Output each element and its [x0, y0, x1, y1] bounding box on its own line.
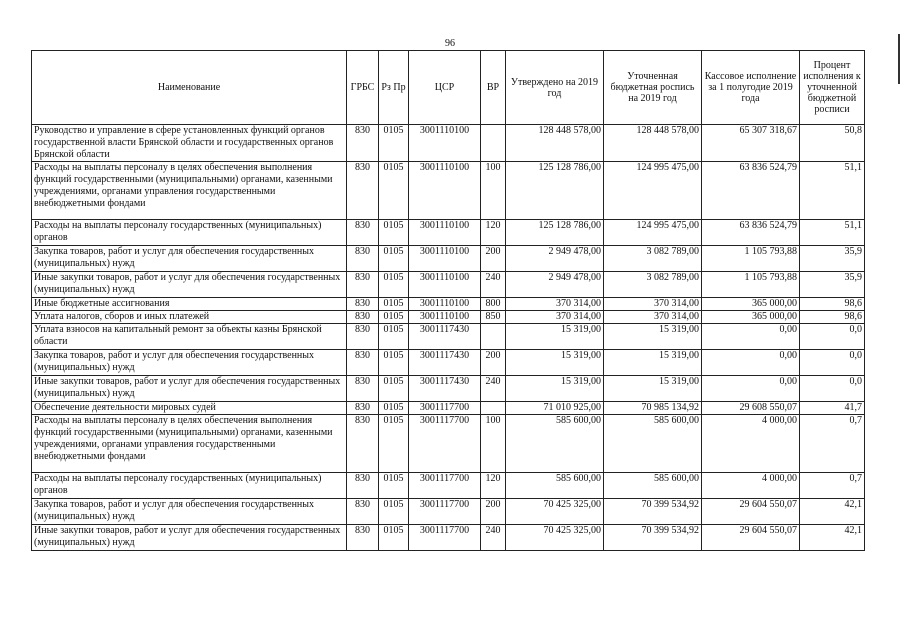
- table-row: [32, 220, 865, 246]
- cell-csr: 3001110100: [409, 272, 481, 298]
- cell-vr: [481, 324, 506, 350]
- cell-percent: 41,7: [800, 402, 865, 415]
- cell-grbs: 830: [347, 415, 379, 473]
- cell-percent: 50,8: [800, 125, 865, 162]
- cell-csr: 3001117430: [409, 350, 481, 376]
- cell-percent: 98,6: [800, 311, 865, 324]
- cell-percent: 98,6: [800, 298, 865, 311]
- cell-csr: 3001110100: [409, 125, 481, 162]
- cell-refined: 15 319,00: [604, 350, 702, 376]
- cell-refined: 70 399 534,92: [604, 499, 702, 525]
- cell-cash: 1 105 793,88: [702, 272, 800, 298]
- cell-rz-pr: 0105: [379, 324, 409, 350]
- cell-percent: 51,1: [800, 162, 865, 220]
- cell-name: Уплата налогов, сборов и иных платежей: [32, 311, 347, 324]
- cell-rz-pr: 0105: [379, 499, 409, 525]
- cell-name: Обеспечение деятельности мировых судей: [32, 402, 347, 415]
- cell-name: Расходы на выплаты персоналу в целях обеспечения выполнения функций государственными (муниципальными) органами, казенными учреждениями, органами управления государственными внебюджетными фондами: [32, 162, 347, 220]
- header-name: Наименование: [32, 51, 347, 125]
- table-row: [32, 272, 865, 298]
- cell-rz-pr: 0105: [379, 350, 409, 376]
- cell-csr: 3001117700: [409, 499, 481, 525]
- cell-vr: 200: [481, 350, 506, 376]
- cell-percent: 0,7: [800, 415, 865, 473]
- cell-csr: 3001117430: [409, 324, 481, 350]
- cell-cash: 0,00: [702, 376, 800, 402]
- table-row: [32, 246, 865, 272]
- cell-rz-pr: 0105: [379, 162, 409, 220]
- cell-percent: 0,7: [800, 473, 865, 499]
- table-header-row: [32, 51, 865, 125]
- table-row: [32, 324, 865, 350]
- cell-refined: 370 314,00: [604, 311, 702, 324]
- cell-grbs: 830: [347, 162, 379, 220]
- cell-csr: 3001110100: [409, 311, 481, 324]
- cell-vr: 800: [481, 298, 506, 311]
- table-row: [32, 162, 865, 220]
- cell-csr: 3001110100: [409, 220, 481, 246]
- cell-percent: 35,9: [800, 272, 865, 298]
- cell-percent: 0,0: [800, 376, 865, 402]
- header-grbs: ГРБС: [347, 51, 379, 125]
- cell-name: Расходы на выплаты персоналу государственных (муниципальных) органов: [32, 473, 347, 499]
- cell-approved: 125 128 786,00: [506, 220, 604, 246]
- cell-refined: 124 995 475,00: [604, 220, 702, 246]
- header-percent: Процент исполнения к уточненной бюджетной росписи: [800, 51, 865, 125]
- cell-percent: 51,1: [800, 220, 865, 246]
- cell-csr: 3001117430: [409, 376, 481, 402]
- cell-refined: 3 082 789,00: [604, 272, 702, 298]
- cell-refined: 70 399 534,92: [604, 525, 702, 551]
- cell-name: Закупка товаров, работ и услуг для обеспечения государственных (муниципальных) нужд: [32, 350, 347, 376]
- cell-vr: 240: [481, 272, 506, 298]
- cell-csr: 3001117700: [409, 525, 481, 551]
- cell-percent: 0,0: [800, 350, 865, 376]
- table-row: [32, 402, 865, 415]
- header-vr: ВР: [481, 51, 506, 125]
- cell-grbs: 830: [347, 272, 379, 298]
- header-refined: Уточненная бюджетная роспись на 2019 год: [604, 51, 702, 125]
- cell-rz-pr: 0105: [379, 311, 409, 324]
- cell-vr: 240: [481, 376, 506, 402]
- cell-grbs: 830: [347, 473, 379, 499]
- cell-grbs: 830: [347, 525, 379, 551]
- cell-vr: 120: [481, 220, 506, 246]
- cell-approved: 70 425 325,00: [506, 499, 604, 525]
- cell-cash: 29 604 550,07: [702, 525, 800, 551]
- header-approved: Утверждено на 2019 год: [506, 51, 604, 125]
- table-row: [32, 499, 865, 525]
- cell-rz-pr: 0105: [379, 376, 409, 402]
- cell-refined: 585 600,00: [604, 415, 702, 473]
- cell-cash: 0,00: [702, 324, 800, 350]
- cell-rz-pr: 0105: [379, 415, 409, 473]
- cell-name: Иные закупки товаров, работ и услуг для обеспечения государственных (муниципальных) нужд: [32, 376, 347, 402]
- cell-approved: 370 314,00: [506, 311, 604, 324]
- table-row: [32, 298, 865, 311]
- cell-cash: 65 307 318,67: [702, 125, 800, 162]
- cell-grbs: 830: [347, 220, 379, 246]
- cell-cash: 0,00: [702, 350, 800, 376]
- cell-name: Закупка товаров, работ и услуг для обеспечения государственных (муниципальных) нужд: [32, 499, 347, 525]
- cell-rz-pr: 0105: [379, 525, 409, 551]
- cell-rz-pr: 0105: [379, 220, 409, 246]
- cell-rz-pr: 0105: [379, 402, 409, 415]
- cell-vr: 200: [481, 499, 506, 525]
- cell-csr: 3001110100: [409, 162, 481, 220]
- cell-name: Закупка товаров, работ и услуг для обеспечения государственных (муниципальных) нужд: [32, 246, 347, 272]
- cell-grbs: 830: [347, 298, 379, 311]
- cell-vr: 100: [481, 415, 506, 473]
- cell-grbs: 830: [347, 376, 379, 402]
- cell-approved: 585 600,00: [506, 473, 604, 499]
- table-row: [32, 311, 865, 324]
- cell-percent: 42,1: [800, 499, 865, 525]
- cell-approved: 2 949 478,00: [506, 272, 604, 298]
- cell-grbs: 830: [347, 125, 379, 162]
- cell-approved: 370 314,00: [506, 298, 604, 311]
- cell-name: Иные закупки товаров, работ и услуг для обеспечения государственных (муниципальных) нужд: [32, 525, 347, 551]
- cell-csr: 3001117700: [409, 402, 481, 415]
- cell-approved: 15 319,00: [506, 350, 604, 376]
- cell-vr: 200: [481, 246, 506, 272]
- cell-approved: 128 448 578,00: [506, 125, 604, 162]
- cell-name: Руководство и управление в сфере установленных функций органов государственной власти Брянской области и государственных органов Брянской области: [32, 125, 347, 162]
- cell-grbs: 830: [347, 246, 379, 272]
- page-edge-mark: [898, 34, 900, 84]
- cell-refined: 124 995 475,00: [604, 162, 702, 220]
- cell-refined: 15 319,00: [604, 376, 702, 402]
- cell-cash: 4 000,00: [702, 473, 800, 499]
- cell-rz-pr: 0105: [379, 125, 409, 162]
- cell-name: Расходы на выплаты персоналу в целях обеспечения выполнения функций государственными (муниципальными) органами, казенными учреждениями, органами управления государственными внебюджетными фондами: [32, 415, 347, 473]
- cell-name: Уплата взносов на капитальный ремонт за объекты казны Брянской области: [32, 324, 347, 350]
- header-csr: ЦСР: [409, 51, 481, 125]
- cell-name: Иные закупки товаров, работ и услуг для обеспечения государственных (муниципальных) нужд: [32, 272, 347, 298]
- cell-percent: 0,0: [800, 324, 865, 350]
- cell-cash: 1 105 793,88: [702, 246, 800, 272]
- cell-grbs: 830: [347, 324, 379, 350]
- cell-rz-pr: 0105: [379, 473, 409, 499]
- cell-percent: 35,9: [800, 246, 865, 272]
- cell-cash: 4 000,00: [702, 415, 800, 473]
- cell-grbs: 830: [347, 402, 379, 415]
- table-row: [32, 473, 865, 499]
- table-row: [32, 350, 865, 376]
- table-row: [32, 415, 865, 473]
- cell-refined: 370 314,00: [604, 298, 702, 311]
- cell-vr: 240: [481, 525, 506, 551]
- cell-rz-pr: 0105: [379, 298, 409, 311]
- header-cash: Кассовое исполнение за 1 полугодие 2019 года: [702, 51, 800, 125]
- table-row: [32, 125, 865, 162]
- cell-refined: 585 600,00: [604, 473, 702, 499]
- cell-grbs: 830: [347, 499, 379, 525]
- cell-approved: 585 600,00: [506, 415, 604, 473]
- budget-execution-table: [31, 50, 865, 551]
- cell-csr: 3001110100: [409, 298, 481, 311]
- cell-cash: 63 836 524,79: [702, 220, 800, 246]
- cell-cash: 29 604 550,07: [702, 499, 800, 525]
- cell-grbs: 830: [347, 350, 379, 376]
- cell-approved: 125 128 786,00: [506, 162, 604, 220]
- cell-refined: 128 448 578,00: [604, 125, 702, 162]
- cell-csr: 3001117700: [409, 415, 481, 473]
- cell-percent: 42,1: [800, 525, 865, 551]
- cell-grbs: 830: [347, 311, 379, 324]
- table-row: [32, 376, 865, 402]
- cell-name: Иные бюджетные ассигнования: [32, 298, 347, 311]
- cell-rz-pr: 0105: [379, 246, 409, 272]
- cell-approved: 70 425 325,00: [506, 525, 604, 551]
- page-number: 96: [445, 38, 455, 49]
- cell-csr: 3001110100: [409, 246, 481, 272]
- cell-name: Расходы на выплаты персоналу государственных (муниципальных) органов: [32, 220, 347, 246]
- cell-vr: [481, 402, 506, 415]
- table-row: [32, 525, 865, 551]
- cell-vr: 850: [481, 311, 506, 324]
- cell-refined: 15 319,00: [604, 324, 702, 350]
- cell-vr: [481, 125, 506, 162]
- cell-approved: 71 010 925,00: [506, 402, 604, 415]
- cell-approved: 15 319,00: [506, 376, 604, 402]
- cell-vr: 120: [481, 473, 506, 499]
- cell-rz-pr: 0105: [379, 272, 409, 298]
- table-body: [32, 125, 865, 551]
- cell-cash: 365 000,00: [702, 298, 800, 311]
- cell-cash: 63 836 524,79: [702, 162, 800, 220]
- cell-cash: 365 000,00: [702, 311, 800, 324]
- cell-refined: 70 985 134,92: [604, 402, 702, 415]
- cell-refined: 3 082 789,00: [604, 246, 702, 272]
- cell-csr: 3001117700: [409, 473, 481, 499]
- header-rz-pr: Рз Пр: [379, 51, 409, 125]
- cell-vr: 100: [481, 162, 506, 220]
- cell-approved: 2 949 478,00: [506, 246, 604, 272]
- cell-cash: 29 608 550,07: [702, 402, 800, 415]
- cell-approved: 15 319,00: [506, 324, 604, 350]
